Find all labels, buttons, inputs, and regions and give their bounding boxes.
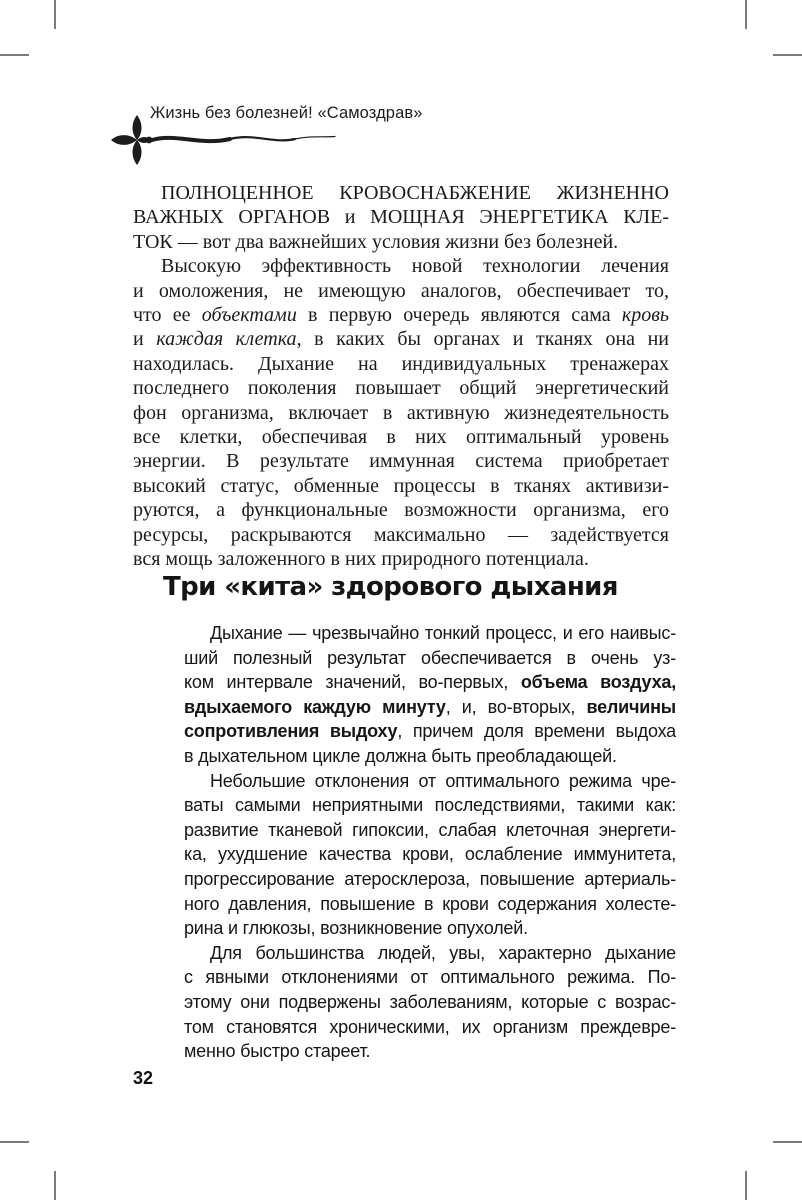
paragraph (184, 769, 676, 941)
text-line (184, 990, 676, 1015)
text-line (184, 744, 676, 769)
crop-mark-top-right-vertical (745, 0, 747, 29)
text-segment: сопротивления выдоху (184, 721, 398, 742)
page-number: 32 (133, 1068, 154, 1088)
crop-mark-top-right-horizontal (773, 54, 802, 56)
text-segment: высокий статус, обменные процессы в тканях активизи- (133, 474, 669, 497)
text-segment: кровь (621, 304, 669, 327)
paragraph (133, 254, 669, 571)
paragraph (184, 941, 676, 1064)
crop-mark-bottom-right-horizontal (773, 1141, 802, 1143)
text-segment: том становятся хроническими, их организм преждевре- (184, 1016, 676, 1037)
text-segment: и омоложения, не имеющую аналогов, обеспечивает то, (133, 279, 669, 302)
text-segment: находилась. Дыхание на индивидуальных тренажерах (133, 352, 669, 375)
text-segment: с явными отклонениями от оптимального режима. По- (184, 967, 676, 988)
text-line (133, 547, 669, 571)
crop-mark-bottom-right-vertical (745, 1171, 747, 1200)
text-line (184, 1039, 676, 1064)
text-segment: ного давления, повышение в крови содержания холесте- (184, 893, 676, 914)
text-line (133, 254, 669, 278)
text-segment: объектами (201, 304, 297, 327)
crop-mark-top-left-horizontal (0, 54, 29, 56)
text-line (184, 793, 676, 818)
text-segment: , в каких бы органах и тканях она ни (296, 328, 669, 351)
text-segment: последнего поколения повышает общий энергетический (133, 377, 669, 400)
text-line (184, 892, 676, 917)
text-segment: , причем доля времени выдоха (397, 721, 676, 742)
text-segment: ТОК — вот два важнейших условия жизни без болезней. (133, 230, 619, 253)
crop-mark-top-left-vertical (54, 0, 56, 29)
section-heading: Три «кита» здорового дыхания (163, 572, 618, 602)
text-line (184, 842, 676, 867)
section-text-block (184, 621, 676, 1064)
text-segment: объема воздуха, (520, 672, 677, 693)
text-segment: фон организма, включает в активную жизнедеятельность (133, 401, 669, 424)
text-segment: Для большинства людей, увы, характерно дыхание (210, 942, 676, 963)
text-line (133, 449, 669, 473)
text-line (184, 621, 676, 646)
text-segment: ресурсы, раскрываются максимально — задействуется (133, 523, 669, 546)
text-line (133, 327, 669, 351)
text-segment: что ее (133, 304, 202, 327)
text-line (133, 376, 669, 400)
floral-flourish-ornament (104, 106, 339, 168)
text-line (133, 279, 669, 303)
text-line (133, 401, 669, 425)
text-segment: этому они подвержены заболеваниям, которые с возрас- (184, 991, 676, 1012)
text-segment: ПОЛНОЦЕННОЕ КРОВОСНАБЖЕНИЕ ЖИЗНЕННО (161, 182, 669, 204)
intro-text-block (133, 181, 669, 572)
text-segment: Небольшие отклонения от оптимального режима чре- (210, 770, 676, 791)
text-segment: ВАЖНЫХ ОРГАНОВ и МОЩНАЯ ЭНЕРГЕТИКА КЛЕ- (133, 206, 669, 229)
text-segment: вдыхаемого каждую минуту (184, 696, 446, 717)
text-segment: ваты самыми неприятными последствиями, такими как: (184, 795, 676, 816)
text-segment: Дыхание — чрезвычайно тонкий процесс, и его наивыс- (210, 623, 676, 643)
text-line (133, 303, 669, 327)
text-segment: каждая клетка (156, 328, 297, 351)
text-line (133, 352, 669, 376)
text-line (133, 425, 669, 449)
text-line (184, 1015, 676, 1040)
text-segment: , и, во-вторых, (445, 696, 587, 717)
text-line (184, 818, 676, 843)
text-segment: вся мощь заложенного в них природного потенциала. (133, 548, 589, 571)
text-line (133, 523, 669, 547)
text-line (133, 474, 669, 498)
running-header-title: Жизнь без болезней! «Самоздрав» (150, 104, 423, 122)
text-line (184, 719, 676, 744)
crop-mark-bottom-left-horizontal (0, 1141, 29, 1143)
text-segment: в первую очередь являются сама (296, 304, 622, 327)
text-line (133, 498, 669, 522)
text-line (184, 646, 676, 671)
text-segment: руются, а функциональные возможности организма, его (133, 499, 669, 522)
text-line (184, 941, 676, 966)
text-segment: энергии. В результате иммунная система приобретает (133, 450, 669, 473)
text-segment: рина и глюкозы, возникновение опухолей. (184, 918, 528, 939)
text-segment: величины (586, 696, 676, 717)
text-line (133, 181, 669, 205)
text-segment: менно быстро стареет. (184, 1041, 371, 1062)
text-segment: все клетки, обеспечивая в них оптимальный уровень (133, 426, 669, 449)
text-segment: и (133, 328, 157, 351)
text-segment: ком интервале значений, во-первых, (184, 672, 521, 693)
text-segment: в дыхательном цикле должна быть преобладающей. (184, 745, 617, 766)
text-line (184, 769, 676, 794)
text-line (184, 916, 676, 941)
text-segment: прогрессирование атеросклероза, повышение артериаль- (184, 868, 676, 889)
paragraph (184, 621, 676, 769)
text-segment: развитие тканевой гипоксии, слабая клеточная энергети- (184, 819, 676, 840)
text-segment: Высокую эффективность новой технологии лечения (161, 255, 669, 278)
text-line (184, 867, 676, 892)
crop-mark-bottom-left-vertical (54, 1171, 56, 1200)
text-line (184, 670, 676, 695)
paragraph (133, 181, 669, 254)
text-segment: ка, ухудшение качества крови, ослабление иммунитета, (184, 844, 676, 865)
text-line (133, 205, 669, 229)
text-line (184, 965, 676, 990)
text-segment: ший полезный результат обеспечивается в очень уз- (184, 647, 676, 668)
text-line (184, 695, 676, 720)
text-line (133, 230, 669, 254)
